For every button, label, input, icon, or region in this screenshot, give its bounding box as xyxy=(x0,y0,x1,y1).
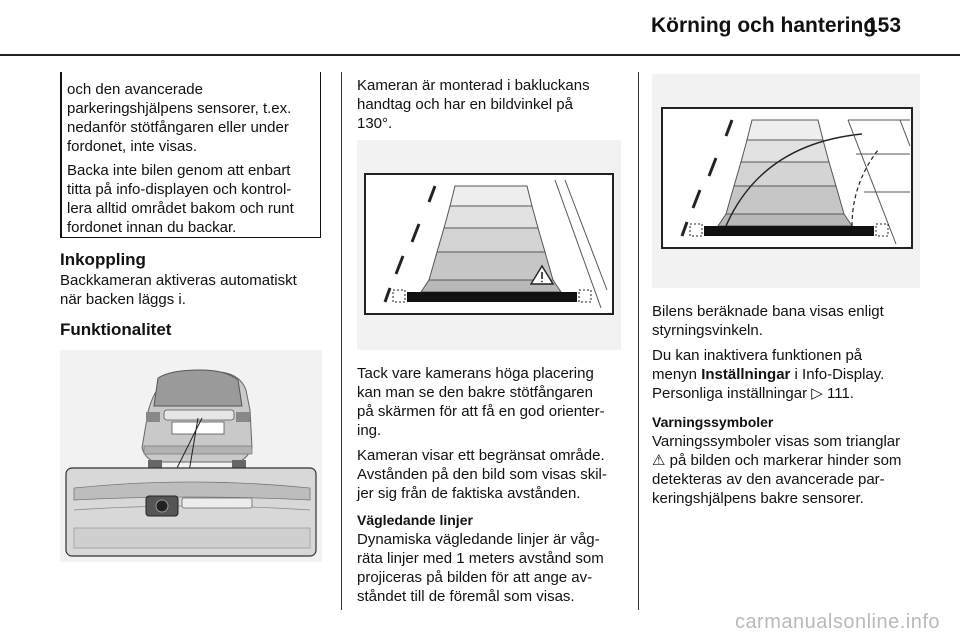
note-box xyxy=(60,72,321,238)
camera-display-illustration xyxy=(357,140,621,350)
inkoppling-text: Backkameran aktiveras automatiskt när backen läggs i. xyxy=(60,272,297,308)
warning-symbols-text: Varningssymboler visas som trianglar ⚠ på bilden och markerar hinder som detekteras av den avancerade par- keringshjälpens bakre sensorer. xyxy=(652,433,902,507)
watermark: carmanualsonline.info xyxy=(734,611,940,633)
column-divider-2 xyxy=(638,72,639,610)
limited-area-text: Kameran visar ett begränsat område. Avstånden på den bild som visas skil- jer sig från de faktiska avstånden. xyxy=(357,447,607,502)
car-camera-illustration xyxy=(60,350,322,562)
disable-function-text: Du kan inaktivera funktionen på menyn Inställningar i Info-Display. Personliga inställningar ▷ 111. xyxy=(652,347,885,402)
camera-mount-text: Kameran är monterad i bakluckans handtag och har en bildvinkel på 130°. xyxy=(357,77,590,132)
heading-inkoppling: Inkoppling xyxy=(60,250,146,269)
trajectory-illustration xyxy=(652,74,920,288)
placement-text: Tack vare kamerans höga placering kan man se den bakre stötfångaren på skärmen för att få en god orienter- ing. xyxy=(357,365,605,439)
heading-guide-lines: Vägledande linjer xyxy=(357,512,473,528)
guide-lines-text: Dynamiska vägledande linjer är våg- räta linjer med 1 meters avstånd som projiceras på bilden för att ange av- ståndet till de föremål som visas. xyxy=(357,531,604,605)
page-number: 153 xyxy=(866,14,902,37)
note-paragraph-1: och den avancerade parkeringshjälpens sensorer, t.ex. nedanför stötfångaren eller under fordonet, inte visas. xyxy=(67,81,292,155)
column-divider-1 xyxy=(341,72,342,610)
page-header-title: Körning och hantering xyxy=(651,14,877,37)
warning-triangle-icon: ⚠ xyxy=(652,452,666,469)
heading-funktionalitet: Funktionalitet xyxy=(60,320,172,339)
settings-menu-label: Inställningar xyxy=(701,366,791,383)
heading-warning-symbols: Varningssymboler xyxy=(652,414,774,430)
page-ref-arrow-icon: ▷ xyxy=(811,385,823,402)
header-rule xyxy=(0,54,960,56)
trajectory-text: Bilens beräknade bana visas enligt styrningsvinkeln. xyxy=(652,303,884,339)
note-paragraph-2: Backa inte bilen genom att enbart titta på info-displayen och kontrol- lera alltid området bakom och runt fordonet innan du backar. xyxy=(67,162,294,236)
